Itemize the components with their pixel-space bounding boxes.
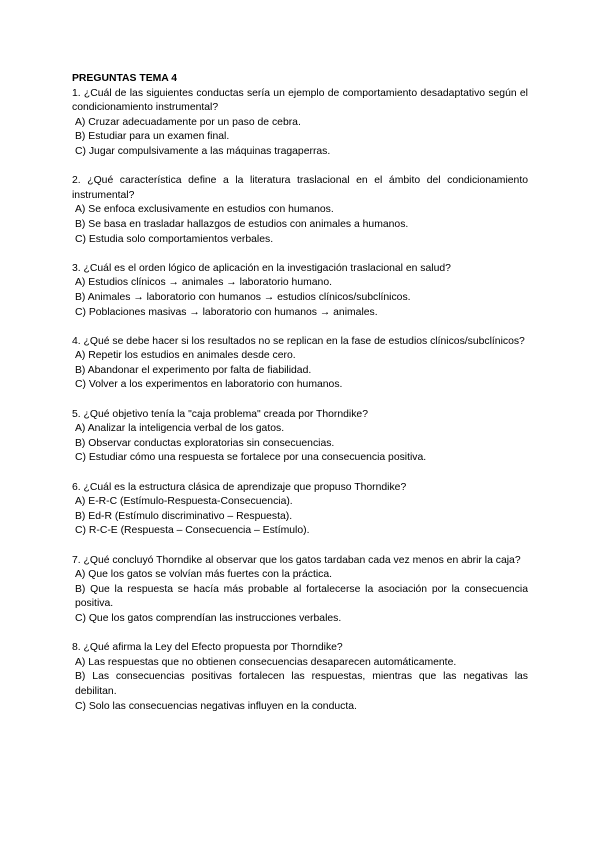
option-a: A) Cruzar adecuadamente por un paso de cebra. <box>75 116 301 128</box>
option-a: A) Que los gatos se volvían más fuertes con la práctica. <box>75 569 333 581</box>
option-b: B) Observar conductas exploratorias sin consecuencias. <box>75 437 335 449</box>
question-text: 4. ¿Qué se debe hacer si los resultados no se replican en la fase de estudios clínicos/subclínicos? <box>72 335 525 347</box>
document-page <box>72 72 528 729</box>
option-b: B) Animales → laboratorio con humanos → estudios clínicos/subclínicos. <box>75 291 411 303</box>
option-b: B) Se basa en trasladar hallazgos de estudios con animales a humanos. <box>75 218 409 230</box>
question-5 <box>72 408 528 466</box>
option-c: C) Jugar compulsivamente a las máquinas tragaperras. <box>75 145 331 157</box>
option-c: C) Poblaciones masivas → laboratorio con humanos → animales. <box>75 306 378 318</box>
option-c: C) Que los gatos comprendían las instrucciones verbales. <box>75 612 342 624</box>
option-b: B) Las consecuencias positivas fortalecen las respuestas, mientras que las negativas las debilitan. <box>75 671 528 697</box>
option-a: A) Estudios clínicos → animales → laboratorio humano. <box>75 277 332 289</box>
question-8 <box>72 641 528 714</box>
option-b: B) Abandonar el experimento por falta de fiabilidad. <box>75 364 312 376</box>
question-7 <box>72 554 528 627</box>
option-a: A) E-R-C (Estímulo-Respuesta-Consecuencia). <box>75 496 293 508</box>
question-text: 5. ¿Qué objetivo tenía la "caja problema" creada por Thorndike? <box>72 408 368 420</box>
option-c: C) Volver a los experimentos en laboratorio con humanos. <box>75 379 343 391</box>
option-b: B) Estudiar para un examen final. <box>75 131 230 143</box>
option-a: A) Analizar la inteligencia verbal de los gatos. <box>75 423 285 435</box>
option-b: B) Ed-R (Estímulo discriminativo – Respuesta). <box>75 510 293 522</box>
option-a: A) Repetir los estudios en animales desde cero. <box>75 350 296 362</box>
question-text: 8. ¿Qué afirma la Ley del Efecto propuesta por Thorndike? <box>72 642 343 654</box>
question-1 <box>72 87 528 160</box>
question-text: 6. ¿Cuál es la estructura clásica de aprendizaje que propuso Thorndike? <box>72 481 407 493</box>
option-c: C) R-C-E (Respuesta – Consecuencia – Estímulo). <box>75 525 310 537</box>
question-6 <box>72 481 528 539</box>
question-text: 7. ¿Qué concluyó Thorndike al observar que los gatos tardaban cada vez menos en abrir la caja? <box>72 554 521 566</box>
option-c: C) Solo las consecuencias negativas influyen en la conducta. <box>75 700 357 712</box>
question-text: 3. ¿Cuál es el orden lógico de aplicación en la investigación traslacional en salud? <box>72 262 451 274</box>
option-c: C) Estudia solo comportamientos verbales. <box>75 233 274 245</box>
document-title: PREGUNTAS TEMA 4 <box>72 73 178 84</box>
option-c: C) Estudiar cómo una respuesta se fortalece por una consecuencia positiva. <box>75 452 427 464</box>
question-text: 2. ¿Qué característica define a la literatura traslacional en el ámbito del condicionamiento instrumental? <box>72 175 528 201</box>
option-a: A) Se enfoca exclusivamente en estudios con humanos. <box>75 204 334 216</box>
option-a: A) Las respuestas que no obtienen consecuencias desaparecen automáticamente. <box>75 656 457 668</box>
option-b: B) Que la respuesta se hacía más probable al fortalecerse la asociación por la consecuencia positiva. <box>75 583 528 610</box>
question-text: 1. ¿Cuál de las siguientes conductas sería un ejemplo de comportamiento desadaptativo según el condicionamiento instrumental? <box>72 87 528 114</box>
question-2 <box>72 174 528 247</box>
question-3 <box>72 262 528 320</box>
question-4 <box>72 335 528 393</box>
